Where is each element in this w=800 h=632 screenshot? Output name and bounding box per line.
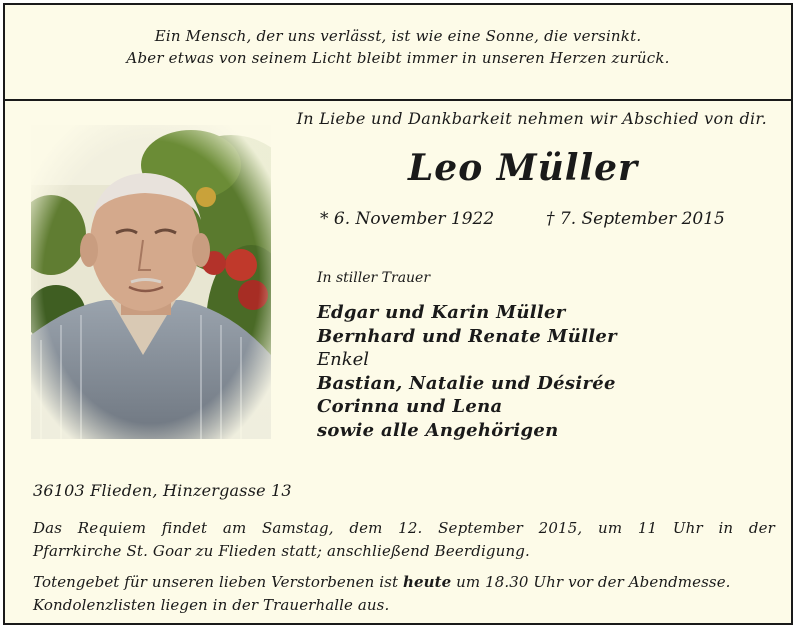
family-line: Bernhard und Renate Müller bbox=[317, 325, 617, 347]
family-line: Edgar und Karin Müller bbox=[317, 302, 566, 323]
prayer-emphasis: heute bbox=[402, 573, 452, 591]
family-line: Bastian, Natalie und Désirée bbox=[317, 372, 616, 394]
quote-line-1: Ein Mensch, der uns verlässt, ist wie eine Sonne, die versinkt. bbox=[154, 27, 642, 45]
prayer-text-after: um 18.30 Uhr vor der Abendmesse. bbox=[451, 573, 731, 591]
family-address: 36103 Flieden, Hinzergasse 13 bbox=[33, 481, 292, 500]
family-line: Corinna und Lena bbox=[317, 396, 503, 417]
family-list bbox=[317, 301, 617, 442]
deceased-name: Leo Müller bbox=[407, 147, 638, 189]
prayer-notice bbox=[33, 571, 783, 617]
mourning-label: In stiller Trauer bbox=[317, 270, 431, 286]
prayer-line-1 bbox=[33, 571, 783, 594]
requiem-notice bbox=[33, 517, 775, 563]
prayer-text-before: Totengebet für unseren lieben Verstorbenen ist bbox=[33, 573, 403, 591]
family-line: sowie alle Angehörigen bbox=[317, 419, 559, 441]
memorial-quote bbox=[5, 25, 791, 69]
requiem-line-2: Pfarrkirche St. Goar zu Flieden statt; anschließend Beerdigung. bbox=[33, 542, 530, 560]
death-date: † 7. September 2015 bbox=[546, 209, 725, 229]
requiem-line-1: Das Requiem findet am Samstag, dem 12. September 2015, um 11 Uhr in der bbox=[33, 519, 775, 537]
family-line: Enkel bbox=[317, 349, 370, 370]
life-dates bbox=[320, 209, 740, 229]
portrait-photo bbox=[31, 125, 271, 439]
prayer-line-2: Kondolenzlisten liegen in der Trauerhalle aus. bbox=[33, 596, 390, 614]
birth-date: * 6. November 1922 bbox=[320, 209, 495, 229]
quote-line-2: Aber etwas von seinem Licht bleibt immer in unseren Herzen zurück. bbox=[126, 49, 670, 67]
divider-line bbox=[5, 99, 791, 101]
obituary-card bbox=[3, 3, 793, 625]
intro-text: In Liebe und Dankbarkeit nehmen wir Abschied von dir. bbox=[296, 109, 767, 128]
